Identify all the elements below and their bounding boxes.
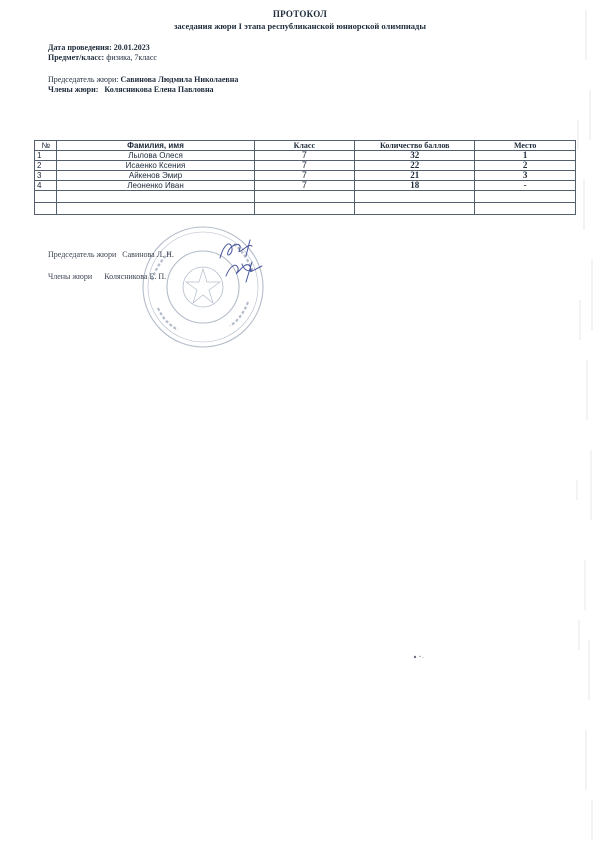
empty-cell [35, 203, 57, 215]
row-name: Айкенов Эмир [57, 171, 254, 181]
row-place: 2 [475, 161, 576, 171]
table-row [35, 151, 576, 161]
row-place: 1 [475, 151, 576, 161]
document-subtitle: заседания жюри I этапа республиканской юниорской олимпиады [173, 21, 426, 31]
empty-cell [57, 191, 254, 203]
row-score: 32 [355, 151, 475, 161]
row-name: Леоненко Иван [57, 181, 254, 191]
results-table [34, 140, 576, 215]
members-signature-name: Колясникова Е. П. [104, 272, 167, 281]
row-class: 7 [254, 181, 355, 191]
empty-cell [355, 203, 475, 215]
table-row [35, 181, 576, 191]
row-number: 4 [35, 181, 57, 191]
scan-speck-icon [412, 654, 426, 660]
row-score: 18 [355, 181, 475, 191]
date-value: 20.01.2023 [113, 43, 150, 52]
subject-line [48, 53, 157, 62]
members-signature-line [48, 272, 166, 281]
table-row-empty [35, 191, 576, 203]
row-class: 7 [254, 171, 355, 181]
date-line [48, 43, 150, 52]
header-place: Место [475, 141, 576, 151]
row-score: 21 [355, 171, 475, 181]
subject-label: Предмет/класс: [48, 53, 105, 62]
date-label: Дата проведения: [48, 43, 112, 52]
table-row [35, 161, 576, 171]
header-class: Класс [254, 141, 355, 151]
members-value: Колясникова Елена Павловна [104, 85, 214, 94]
row-name: Исаенко Ксения [57, 161, 254, 171]
handwritten-signatures-icon [212, 236, 282, 286]
chair-label: Председатель жюри: [48, 75, 119, 84]
row-name: Лылова Олеся [57, 151, 254, 161]
members-label: Члены жюри: [48, 85, 99, 94]
table-row [35, 171, 576, 181]
table-row-empty [35, 203, 576, 215]
empty-cell [475, 203, 576, 215]
row-number: 3 [35, 171, 57, 181]
chair-signature-line [48, 250, 174, 259]
chair-line [48, 75, 238, 84]
empty-cell [57, 203, 254, 215]
scan-edge-artifact-icon [572, 0, 598, 850]
table-header-row [35, 141, 576, 151]
row-class: 7 [254, 161, 355, 171]
row-score: 22 [355, 161, 475, 171]
empty-cell [35, 191, 57, 203]
members-line [48, 85, 214, 94]
chair-signature-name: Савинова Л. Н. [122, 250, 174, 259]
row-place: 3 [475, 171, 576, 181]
header-number: № [35, 141, 57, 151]
empty-cell [254, 203, 355, 215]
header-score: Количество баллов [355, 141, 475, 151]
row-number: 1 [35, 151, 57, 161]
row-class: 7 [254, 151, 355, 161]
chair-signature-label: Председатель жюри [48, 250, 117, 259]
subject-value: физика, 7класс [106, 53, 157, 62]
members-signature-label: Члены жюри [48, 272, 93, 281]
empty-cell [355, 191, 475, 203]
empty-cell [254, 191, 355, 203]
chair-value: Савинова Людмила Николаевна [120, 75, 239, 84]
empty-cell [475, 191, 576, 203]
header-name: Фамилия, имя [57, 141, 254, 151]
row-number: 2 [35, 161, 57, 171]
document-title: ПРОТОКОЛ [272, 9, 328, 19]
row-place: - [475, 181, 576, 191]
